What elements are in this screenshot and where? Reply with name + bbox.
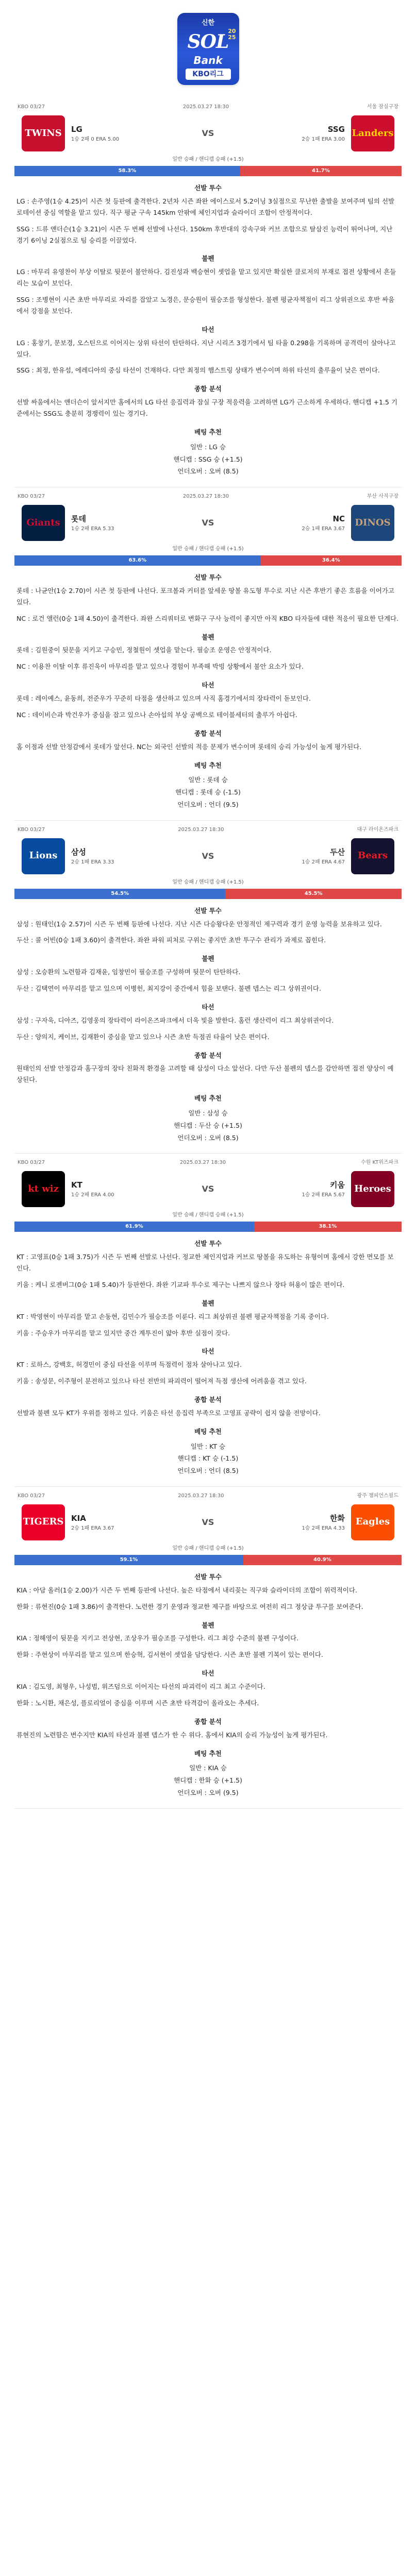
match-analysis	[14, 905, 402, 1144]
logo-year-a: 20	[228, 28, 236, 35]
section-body	[16, 693, 400, 721]
analysis-section	[16, 253, 400, 316]
analysis-section	[16, 905, 400, 946]
home-team	[22, 1171, 176, 1207]
section-title: 타선	[202, 325, 214, 333]
analysis-section	[16, 324, 400, 377]
summary-section	[16, 1050, 400, 1086]
match-list	[0, 98, 416, 1809]
pick-item: 언더오버 : 언더 (8.5)	[177, 1467, 239, 1475]
summary-section	[16, 1716, 400, 1741]
section-body	[16, 1681, 400, 1709]
vs-label: VS	[202, 128, 214, 139]
home-team	[22, 115, 176, 151]
home-team-name: KIA	[71, 1513, 86, 1523]
match-venue: 서울 잠실구장	[367, 104, 398, 110]
home-team	[22, 1504, 176, 1540]
teams-row	[14, 505, 402, 541]
section-title: 불펜	[202, 955, 214, 963]
section-paragraph: NC : 데이비슨과 박건우가 중심을 잡고 있으나 손아섭의 부상 공백으로 테이블세터의 출루가 아쉽다.	[16, 710, 297, 719]
home-team-logo: TIGERS	[22, 1504, 65, 1540]
vs-label: VS	[202, 518, 214, 528]
section-title: 타선	[202, 681, 214, 689]
picks-title: 베팅 추천	[194, 761, 222, 769]
teams-row	[14, 1171, 402, 1207]
summary-title: 종합 분석	[194, 729, 222, 737]
section-title: 선발 투수	[194, 573, 222, 581]
match-divider	[14, 1808, 402, 1809]
logo-sol-text: SOL	[187, 31, 229, 53]
match-datetime: 2025.03.27 18:30	[179, 1160, 226, 1166]
away-team-name: NC	[332, 514, 345, 523]
home-team-info	[65, 513, 121, 533]
summary-title: 종합 분석	[194, 1717, 222, 1725]
section-title: 선발 투수	[194, 906, 222, 914]
match-analysis	[14, 1238, 402, 1477]
away-team-info	[295, 513, 351, 533]
summary-body	[16, 1063, 400, 1086]
section-title: 타선	[202, 1669, 214, 1677]
section-paragraph: 롯데 : 나균안(1승 2.70)이 시즌 첫 등판에 나선다. 포크볼과 커터를 앞세운 땅볼 유도형 투수로 지난 시즌 후반기 좋은 흐름을 이어가고 있다.	[16, 586, 394, 606]
section-paragraph: 삼성 : 구자욱, 디아즈, 김영웅의 장타력이 라이온즈파크에서 더욱 빛을 발한다. 홈런 생산력이 리그 최상위권이다.	[16, 1016, 334, 1024]
pick-item: 일반 : KIA 승	[189, 1764, 227, 1772]
match-header	[14, 1492, 402, 1504]
summary-text: 선발과 불펜 모두 KT가 우위를 점하고 있다. 키움은 타선 응집력 부족으로 고영표 공략이 쉽지 않을 전망이다.	[16, 1409, 321, 1417]
section-body	[16, 1311, 400, 1339]
pick-item: 언더오버 : 언더 (9.5)	[177, 800, 239, 808]
section-paragraph: LG : 손주영(1승 4.25)이 시즌 첫 등판에 출격한다. 2년차 시즌 좌완 에이스로서 5.2이닝 3실점으로 무난한 출발을 보여주며 팀의 선발 로테이션 중심 역할을 맡고 있다. 직구 평균 구속 145km 안팎에 체인지업과 슬라이더 조합이 안정적이다.	[16, 197, 395, 216]
section-paragraph: 롯데 : 레이예스, 윤동희, 전준우가 꾸준히 타점을 생산하고 있으며 사직 홈경기에서의 장타력이 돋보인다.	[16, 694, 311, 702]
match-header	[14, 826, 402, 838]
win-probability-label	[14, 878, 402, 887]
section-body	[16, 919, 400, 946]
pick-item: 언더오버 : 오버 (9.5)	[177, 1788, 239, 1797]
home-team-name: LG	[71, 125, 82, 134]
section-paragraph: 키움 : 케니 로젠버그(0승 1패 5.40)가 등판한다. 좌완 기교파 투수로 제구는 나쁘지 않으나 장타 허용이 많은 편이다.	[16, 1280, 345, 1289]
section-title: 선발 투수	[194, 1240, 222, 1248]
section-body	[16, 337, 400, 377]
pick-item: 일반 : 롯데 승	[188, 776, 228, 784]
analysis-sections	[16, 572, 400, 721]
section-title: 불펜	[202, 255, 214, 263]
logo-kbo-text: KBO리그	[186, 69, 231, 80]
section-body	[16, 645, 400, 672]
vs-label: VS	[202, 1184, 214, 1194]
section-paragraph: 두산 : 김택연이 마무리를 맡고 있으며 이병헌, 최지강이 중간에서 힘을 보탠다. 불펜 뎁스는 리그 상위권이다.	[16, 985, 321, 992]
away-team-logo: Heroes	[351, 1171, 394, 1207]
logo-year	[228, 28, 236, 40]
home-team-logo: kt wiz	[22, 1171, 65, 1207]
analysis-section	[16, 1620, 400, 1661]
summary-body	[16, 397, 400, 419]
section-paragraph: KIA : 정해영이 뒷문을 지키고 전상현, 조상우가 필승조를 구성한다. 리그 최강 수준의 불펜 구성이다.	[16, 1634, 299, 1642]
section-body	[16, 1585, 400, 1613]
logo-sponsor-text: 신한	[201, 19, 215, 27]
home-probability: 63.6%	[14, 555, 261, 566]
home-team-info	[65, 123, 125, 144]
section-body	[16, 1633, 400, 1660]
match-venue: 부산 사직구장	[367, 494, 398, 499]
away-team-record: 2승 1패 ERA 3.67	[302, 526, 345, 532]
win-probability-title: 일반 승패 / 핸디캡 승패 (+1.5)	[172, 546, 244, 552]
picks-list	[16, 774, 400, 810]
win-probability-bar	[14, 889, 402, 899]
logo-bank-text: Bank	[193, 54, 223, 66]
section-paragraph: SSG : 드류 앤더슨(1승 3.21)이 시즌 두 번째 선발에 나선다. 150km 후반대의 강속구와 커브 조합으로 탈삼진 능력이 뛰어나며, 지난 경기 6이닝 2실점으로 팀 승리를 이끌었다.	[16, 225, 393, 244]
pick-item: 핸디캡 : 두산 승 (+1.5)	[174, 1121, 242, 1129]
picks-title: 베팅 추천	[194, 1749, 222, 1757]
picks-list	[16, 441, 400, 478]
home-probability: 61.9%	[14, 1222, 254, 1232]
home-team-info	[65, 1512, 121, 1533]
match-venue: 광주 챔피언스필드	[357, 1493, 398, 1499]
home-team-record: 2승 1패 ERA 3.67	[71, 1525, 114, 1531]
away-team-record: 1승 2패 ERA 5.67	[302, 1192, 345, 1198]
teams-row	[14, 838, 402, 874]
section-paragraph: 삼성 : 원태인(1승 2.57)이 시즌 두 번째 등판에 나선다. 지난 시즌 다승왕다운 안정적인 제구력과 경기 운영 능력을 보유하고 있다.	[16, 920, 382, 928]
win-probability-label	[14, 1545, 402, 1553]
away-team-record: 1승 2패 ERA 4.33	[302, 1525, 345, 1531]
home-team-info	[65, 1179, 121, 1199]
match-league: KBO 03/27	[18, 826, 45, 833]
analysis-section	[16, 1002, 400, 1043]
picks-list	[16, 1107, 400, 1144]
picks-list	[16, 1762, 400, 1799]
section-paragraph: KIA : 아담 올러(1승 2.00)가 시즌 두 번째 등판에 나선다. 높은 타점에서 내리꽂는 직구와 슬라이더의 조합이 위력적이다.	[16, 1586, 357, 1594]
pick-item: 핸디캡 : 한화 승 (+1.5)	[174, 1776, 242, 1785]
summary-section	[16, 1394, 400, 1419]
home-team-record: 2승 1패 ERA 3.33	[71, 859, 114, 865]
match-card	[0, 487, 416, 821]
home-team-name: KT	[71, 1180, 82, 1190]
league-logo	[177, 13, 239, 85]
away-probability: 36.4%	[261, 555, 402, 566]
analysis-sections	[16, 1571, 400, 1709]
analysis-section	[16, 1238, 400, 1291]
away-team-info	[295, 1179, 351, 1199]
away-team-record: 2승 1패 ERA 3.00	[302, 137, 345, 142]
away-probability: 45.5%	[225, 889, 402, 899]
summary-title: 종합 분석	[194, 385, 222, 393]
away-team-logo: Eagles	[351, 1504, 394, 1540]
match-header	[14, 493, 402, 505]
picks-title: 베팅 추천	[194, 1094, 222, 1103]
match-venue: 수원 KT위즈파크	[360, 1160, 398, 1166]
away-probability: 40.9%	[243, 1555, 402, 1565]
win-probability-bar	[14, 1222, 402, 1232]
analysis-section	[16, 572, 400, 624]
match-league: KBO 03/27	[18, 1160, 45, 1166]
match-datetime: 2025.03.27 18:30	[178, 1493, 224, 1499]
pick-item: 언더오버 : 오버 (8.5)	[177, 1133, 239, 1142]
pick-item: 언더오버 : 오버 (8.5)	[177, 467, 239, 476]
teams-row	[14, 1504, 402, 1540]
away-team-name: 한화	[330, 1513, 345, 1523]
logo-year-b: 25	[228, 33, 236, 41]
teams-row	[14, 115, 402, 151]
section-paragraph: KT : 고영표(0승 1패 3.75)가 시즌 두 번째 선발로 나선다. 정교한 체인지업과 커브로 땅볼을 유도하는 유형이며 홈에서 강한 면모를 보인다.	[16, 1253, 394, 1272]
pick-item: 일반 : LG 승	[190, 443, 226, 451]
analysis-section	[16, 1298, 400, 1339]
away-team	[240, 838, 394, 874]
match-header	[14, 1159, 402, 1171]
summary-title: 종합 분석	[194, 1051, 222, 1059]
win-probability-title: 일반 승패 / 핸디캡 승패 (+1.5)	[172, 157, 244, 162]
summary-section	[16, 383, 400, 419]
section-title: 불펜	[202, 1621, 214, 1629]
analysis-section	[16, 1571, 400, 1613]
pick-item: 일반 : 삼성 승	[188, 1109, 228, 1117]
match-card	[0, 1487, 416, 1809]
summary-text: 홈 이점과 선발 안정감에서 롯데가 앞선다. NC는 외국인 선발의 적응 문제가 변수이며 롯데의 승리 가능성이 높게 평가된다.	[16, 742, 362, 751]
home-team-name: 롯데	[71, 514, 86, 523]
page-banner	[0, 0, 416, 98]
analysis-section	[16, 182, 400, 246]
win-probability-bar	[14, 555, 402, 566]
section-paragraph: SSG : 조병현이 시즌 초반 마무리로 자리를 잡았고 노경은, 문승원이 필승조를 형성한다. 불펜 평균자책점이 리그 상위권으로 후반 싸움에서 강점을 보인다.	[16, 296, 395, 315]
pick-item: 핸디캡 : 롯데 승 (-1.5)	[175, 788, 241, 796]
home-team-logo: Lions	[22, 838, 65, 874]
analysis-section	[16, 632, 400, 673]
summary-title: 종합 분석	[194, 1396, 222, 1403]
summary-text: 류현진의 노련함은 변수지만 KIA의 타선과 불펜 뎁스가 한 수 위다. 홈에서 KIA의 승리 가능성이 높게 평가된다.	[16, 1731, 328, 1739]
section-body	[16, 266, 400, 317]
section-body	[16, 1359, 400, 1387]
match-venue: 대구 라이온즈파크	[357, 826, 398, 833]
away-team-logo: Bears	[351, 838, 394, 874]
section-title: 선발 투수	[194, 184, 222, 192]
section-paragraph: 두산 : 콜 어빈(0승 1패 3.60)이 출격한다. 좌완 파워 피처로 구위는 좋지만 초반 투구수 관리가 과제로 꼽힌다.	[16, 936, 326, 944]
picks-list	[16, 1440, 400, 1477]
pick-item: 일반 : KT 승	[190, 1442, 226, 1450]
vs-label: VS	[202, 851, 214, 861]
match-analysis	[14, 572, 402, 811]
match-card	[0, 821, 416, 1154]
away-team-logo: Landers	[351, 115, 394, 151]
win-probability-label	[14, 1211, 402, 1219]
section-paragraph: 두산 : 양의지, 케이브, 김재환이 중심을 맡고 있으나 시즌 초반 득점권 타율이 낮은 편이다.	[16, 1032, 270, 1041]
match-league: KBO 03/27	[18, 494, 45, 499]
home-team-record: 1승 2패 ERA 5.33	[71, 526, 114, 532]
match-datetime: 2025.03.27 18:30	[182, 494, 229, 499]
analysis-sections	[16, 1238, 400, 1387]
match-datetime: 2025.03.27 18:30	[178, 826, 224, 833]
away-team-name: SSG	[327, 125, 345, 134]
win-probability-title: 일반 승패 / 핸디캡 승패 (+1.5)	[172, 1545, 244, 1551]
away-team-name: 키움	[330, 1180, 345, 1190]
vs-label: VS	[202, 1517, 214, 1528]
summary-body	[16, 1408, 400, 1419]
home-team-name: 삼성	[71, 847, 86, 857]
away-team-record: 1승 2패 ERA 4.67	[302, 859, 345, 865]
section-body	[16, 585, 400, 624]
summary-text: 선발 싸움에서는 앤더슨이 앞서지만 홈에서의 LG 타선 응집력과 잠실 구장 적응력을 고려하면 LG가 근소하게 우세하다. 핸디캡 +1.5 기준에서는 SSG도 충분히 경쟁력이 있는 경기다.	[16, 398, 397, 417]
home-team-record: 1승 2패 0 ERA 5.00	[71, 137, 120, 142]
win-probability-title: 일반 승패 / 핸디캡 승패 (+1.5)	[172, 879, 244, 885]
section-paragraph: 키움 : 주승우가 마무리를 맡고 있지만 중간 계투진이 얇아 후반 실점이 잦다.	[16, 1329, 230, 1337]
section-paragraph: 한화 : 노시환, 채은성, 플로리얼이 중심을 이루며 시즌 초반 타격감이 올라오는 추세다.	[16, 1699, 259, 1707]
section-title: 타선	[202, 1003, 214, 1011]
home-probability: 59.1%	[14, 1555, 243, 1565]
analysis-sections	[16, 905, 400, 1043]
section-body	[16, 967, 400, 994]
home-team	[22, 838, 176, 874]
analysis-sections	[16, 182, 400, 376]
away-probability: 38.1%	[254, 1222, 402, 1232]
section-paragraph: SSG : 최정, 한유섬, 에레디아의 중심 타선이 건재하다. 다만 최정의 햄스트링 상태가 변수이며 하위 타선의 출루율이 낮은 편이다.	[16, 366, 380, 375]
win-probability-title: 일반 승패 / 핸디캡 승패 (+1.5)	[172, 1212, 244, 1218]
away-probability: 41.7%	[240, 166, 402, 176]
pick-item: 핸디캡 : KT 승 (-1.5)	[177, 1454, 239, 1463]
match-analysis	[14, 1571, 402, 1799]
summary-body	[16, 741, 400, 753]
section-title: 선발 투수	[194, 1572, 222, 1581]
analysis-section	[16, 1668, 400, 1709]
win-probability-label	[14, 545, 402, 553]
win-probability-label	[14, 156, 402, 164]
section-paragraph: NC : 이용찬 이탈 이후 류진욱이 마무리를 맡고 있으나 경험이 부족해 박빙 상황에서 불안 요소가 있다.	[16, 663, 304, 671]
section-body	[16, 1015, 400, 1043]
win-probability-bar	[14, 1555, 402, 1565]
section-paragraph: LG : 홍창기, 문보경, 오스틴으로 이어지는 상위 타선이 탄탄하다. 지난 시리즈 3경기에서 팀 타율 0.298을 기록하며 공격력이 살아나고 있다.	[16, 338, 396, 358]
section-paragraph: KT : 박영현이 마무리를 맡고 손동현, 김민수가 필승조를 이룬다. 리그 최상위권 불펜 평균자책점을 기록 중이다.	[16, 1312, 329, 1320]
section-body	[16, 196, 400, 246]
analysis-section	[16, 1346, 400, 1387]
summary-body	[16, 1730, 400, 1741]
picks-title: 베팅 추천	[194, 428, 222, 436]
match-header	[14, 103, 402, 115]
section-paragraph: 키움 : 송성문, 이주형이 분전하고 있으나 타선 전반의 파괴력이 떨어져 득점 생산에 어려움을 겪고 있다.	[16, 1377, 307, 1385]
away-team	[240, 505, 394, 541]
away-team-name: 두산	[330, 847, 345, 857]
section-paragraph: 한화 : 류현진(0승 1패 3.86)이 출격한다. 노련한 경기 운영과 정교한 제구를 바탕으로 여전히 리그 정상급 투구를 보여준다.	[16, 1602, 363, 1611]
summary-section	[16, 728, 400, 753]
away-team-info	[295, 123, 351, 144]
home-team-logo: TWINS	[22, 115, 65, 151]
home-team-info	[65, 846, 121, 867]
away-team-info	[295, 846, 351, 867]
away-team	[240, 115, 394, 151]
analysis-section	[16, 953, 400, 994]
away-team-info	[295, 1512, 351, 1533]
away-team	[240, 1171, 394, 1207]
section-paragraph: NC : 로건 앨런(0승 1패 4.50)이 출격한다. 좌완 스리쿼터로 변화구 구사 능력이 좋지만 아직 KBO 타자들에 대한 적응이 필요한 단계다.	[16, 614, 399, 622]
section-paragraph: KT : 로하스, 강백호, 허경민이 중심 타선을 이루며 득점력이 점차 살아나고 있다.	[16, 1361, 242, 1369]
win-probability-bar	[14, 166, 402, 176]
match-card	[0, 98, 416, 487]
home-probability: 58.3%	[14, 166, 240, 176]
match-datetime: 2025.03.27 18:30	[182, 104, 229, 110]
away-team-logo: DINOS	[351, 505, 394, 541]
analysis-section	[16, 680, 400, 721]
section-paragraph: 삼성 : 오승환의 노련함과 김재윤, 임창민이 필승조를 구성하며 뒷문이 탄탄하다.	[16, 968, 241, 976]
home-team-logo: Giants	[22, 505, 65, 541]
section-paragraph: 한화 : 주현상이 마무리를 맡고 있으며 한승혁, 김서현이 셋업을 담당한다. 시즌 초반 불펜 기복이 있는 편이다.	[16, 1651, 323, 1659]
home-probability: 54.5%	[14, 889, 225, 899]
summary-text: 원태인의 선발 안정감과 홈구장의 장타 친화적 환경을 고려할 때 삼성이 다소 앞선다. 다만 두산 불펜의 뎁스를 감안하면 접전 양상이 예상된다.	[16, 1064, 394, 1084]
pick-item: 핸디캡 : SSG 승 (+1.5)	[173, 455, 243, 463]
match-analysis	[14, 182, 402, 478]
match-league: KBO 03/27	[18, 1493, 45, 1499]
section-paragraph: 롯데 : 김원중이 뒷문을 지키고 구승민, 정철원이 셋업을 맡는다. 필승조 운영은 안정적이다.	[16, 646, 272, 654]
section-title: 불펜	[202, 633, 214, 641]
match-league: KBO 03/27	[18, 104, 45, 110]
section-paragraph: LG : 마무리 유영찬이 부상 이탈로 뒷문이 불안하다. 김진성과 백승현이 셋업을 맡고 있지만 확실한 클로저의 부재로 접전 상황에서 흔들리는 모습이 보인다.	[16, 268, 396, 287]
home-team	[22, 505, 176, 541]
picks-title: 베팅 추천	[194, 1427, 222, 1435]
section-paragraph: KIA : 김도영, 최형우, 나성범, 위즈덤으로 이어지는 타선의 파괴력이 리그 최고 수준이다.	[16, 1683, 265, 1690]
home-team-record: 1승 2패 ERA 4.00	[71, 1192, 114, 1198]
away-team	[240, 1504, 394, 1540]
section-title: 불펜	[202, 1299, 214, 1307]
section-body	[16, 1251, 400, 1291]
match-card	[0, 1154, 416, 1487]
section-title: 타선	[202, 1347, 214, 1355]
